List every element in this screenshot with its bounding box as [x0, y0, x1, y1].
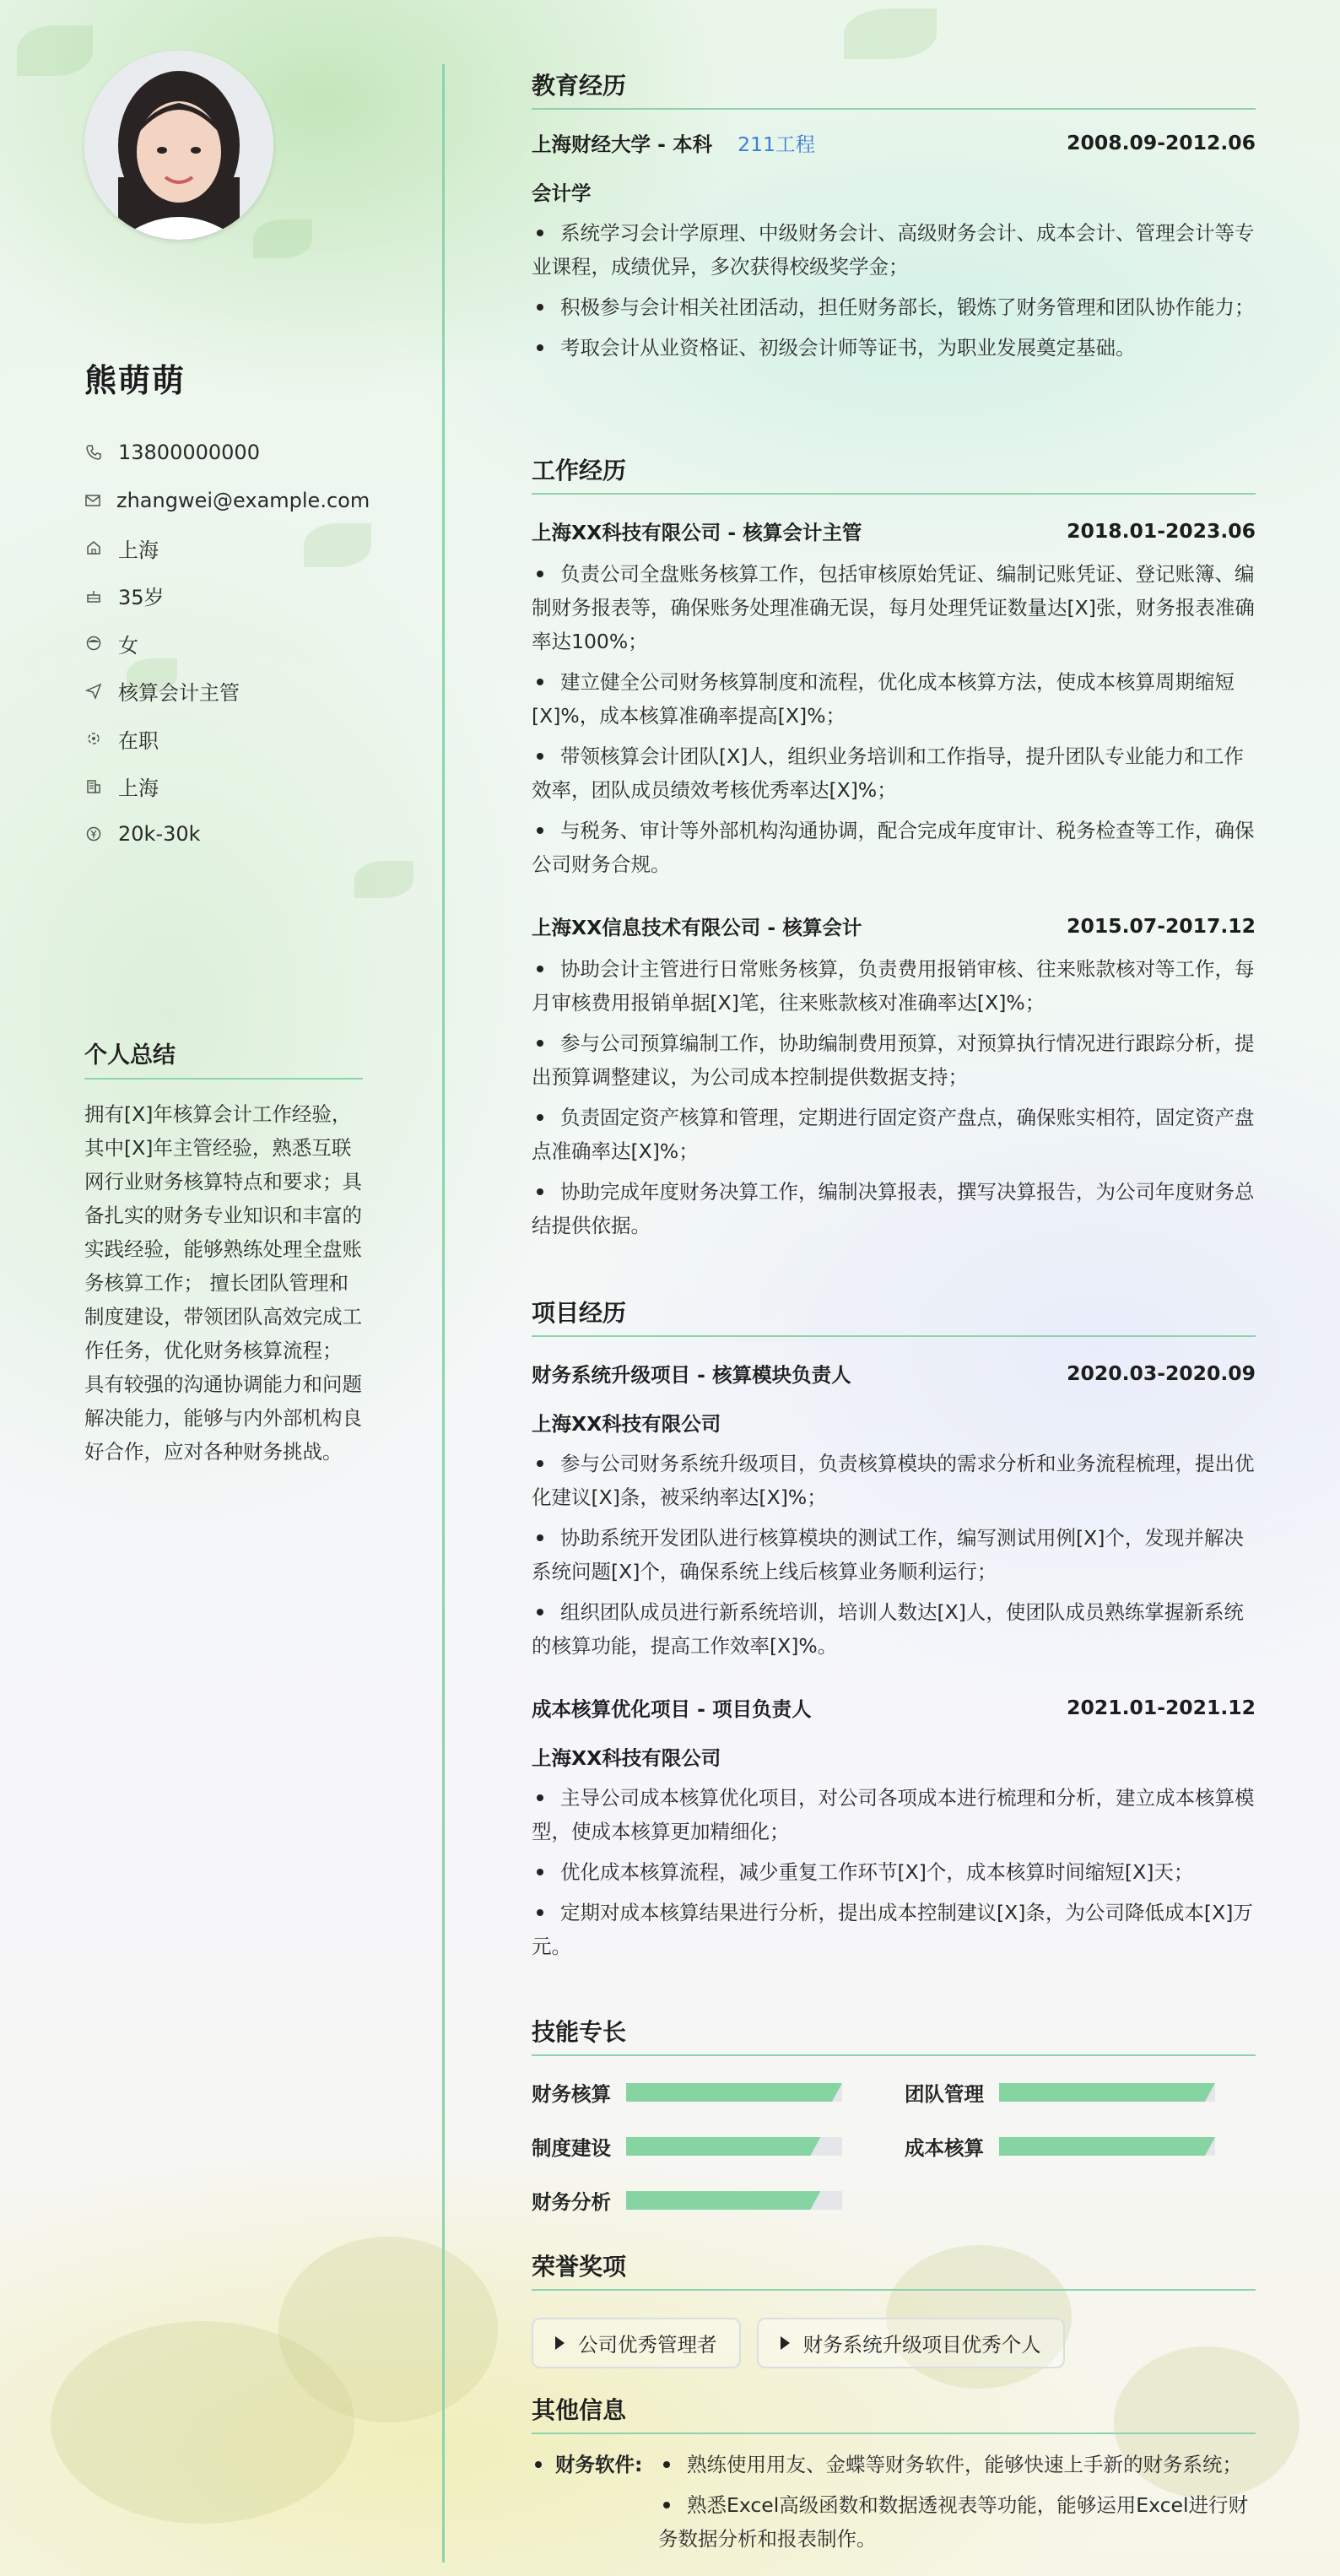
info-position	[84, 668, 363, 716]
list-item: 考取会计从业资格证、初级会计师等证书，为职业发展奠定基础。	[532, 331, 1256, 365]
background-leaf	[253, 219, 312, 258]
bullet-list	[658, 2448, 1256, 2556]
status-icon	[84, 729, 103, 748]
school-tag: 211工程	[738, 133, 815, 156]
skill-label: 财务分析	[532, 2190, 611, 2214]
info-city	[84, 763, 363, 811]
skill-item	[532, 2078, 842, 2107]
info-text: 13800000000	[118, 441, 260, 465]
info-text: 上海	[118, 777, 159, 801]
skills-grid	[532, 2056, 1256, 2225]
building-icon	[84, 777, 103, 796]
info-age	[84, 572, 363, 620]
project-company: 上海XX科技有限公司	[532, 1412, 721, 1436]
project-head	[532, 1359, 1256, 1388]
award-tag: 公司优秀管理者	[532, 2318, 741, 2368]
list-item: 与税务、审计等外部机构沟通协调，配合完成年度审计、税务检查等工作，确保公司财务合规。	[532, 819, 1255, 876]
info-text: zhangwei@example.com	[116, 488, 370, 512]
summary-title: 个人总结	[84, 1036, 363, 1080]
list-item: 系统学习会计学原理、中级财务会计、高级财务会计、成本会计、管理会计等专业课程，成绩优异，多次获得校级奖学金；	[532, 221, 1255, 279]
play-icon	[781, 2336, 790, 2350]
date: 2021.01-2021.12	[1067, 1696, 1256, 1719]
info-text: 20k-30k	[118, 822, 201, 847]
skills-section	[532, 2014, 1256, 2225]
date: 2015.07-2017.12	[1067, 914, 1256, 938]
education-section	[532, 68, 1256, 365]
skill-bar-fill	[626, 2191, 820, 2210]
project-company: 上海XX科技有限公司	[532, 1746, 721, 1770]
award-tag: 财务系统升级项目优秀个人	[757, 2318, 1065, 2368]
job-head	[532, 912, 1256, 940]
skill-item	[532, 2132, 842, 2161]
bullet-list	[532, 557, 1256, 881]
date: 2020.03-2020.09	[1067, 1361, 1256, 1385]
background-leaf	[354, 861, 413, 898]
school-name: 上海财经大学 - 本科	[532, 133, 713, 156]
list-item: 带领核算会计团队[X]人，组织业务培训和工作指导，提升团队专业能力和工作效率，团队成员绩效考核优秀率达[X]%；	[532, 744, 1244, 802]
project-title: 财务系统升级项目 - 核算模块负责人	[532, 1363, 851, 1387]
bullet-list	[532, 216, 1256, 365]
section-title: 技能专长	[532, 2014, 1256, 2056]
home-icon	[84, 538, 103, 557]
project-head	[532, 1693, 1256, 1722]
list-item: 协助完成年度财务决算工作，编制决算报表，撰写决算报告，为公司年度财务总结提供依据。	[532, 1180, 1255, 1237]
list-item: 熟练使用用友、金蝶等财务软件，能够快速上手新的财务系统；	[658, 2448, 1256, 2481]
avatar	[84, 51, 273, 240]
background-leaf	[844, 8, 937, 59]
major: 会计学	[532, 181, 592, 205]
info-gender	[84, 620, 363, 668]
skill-label: 团队管理	[905, 2082, 984, 2106]
skill-bar	[999, 2137, 1215, 2156]
list-item: 建立健全公司财务核算制度和流程，优化成本核算方法，使成本核算周期缩短[X]%，成本核算准确率提高[X]%；	[532, 670, 1235, 728]
date: 2018.01-2023.06	[1067, 519, 1256, 543]
awards-section	[532, 2249, 1256, 2368]
section-title: 项目经历	[532, 1295, 1256, 1337]
play-icon	[555, 2336, 565, 2350]
background-tree	[278, 2237, 498, 2422]
skill-bar	[999, 2083, 1215, 2102]
section-title: 教育经历	[532, 68, 1256, 110]
info-text: 核算会计主管	[118, 681, 240, 706]
job-title: 上海XX科技有限公司 - 核算会计主管	[532, 521, 862, 544]
skill-bar-fill	[999, 2137, 1215, 2156]
send-icon	[84, 682, 103, 701]
info-text: 上海	[118, 538, 159, 562]
skill-item	[905, 2078, 1215, 2107]
skill-label: 成本核算	[905, 2136, 984, 2160]
other-section	[532, 2392, 1256, 2556]
info-email	[84, 477, 370, 525]
cake-icon	[84, 587, 103, 605]
education-head	[532, 128, 1256, 157]
list-item: 协助系统开发团队进行核算模块的测试工作，编写测试用例[X]个，发现并解决系统问题[X]个，确保系统上线后核算业务顺利运行；	[532, 1526, 1244, 1583]
skill-bar-fill	[626, 2137, 820, 2156]
date: 2008.09-2012.06	[1067, 131, 1256, 154]
gender-icon	[84, 634, 103, 652]
list-item: 参与公司财务系统升级项目，负责核算模块的需求分析和业务流程梳理，提出优化建议[X]条，被采纳率达[X]%；	[532, 1452, 1255, 1509]
bullet-list	[532, 1781, 1256, 1963]
skill-bar	[626, 2137, 842, 2156]
list-item: 主导公司成本核算优化项目，对公司各项成本进行梳理和分析，建立成本核算模型，使成本核算更加精细化；	[532, 1786, 1255, 1843]
other-info-row	[532, 2448, 1256, 2556]
skill-bar	[626, 2191, 842, 2210]
list-item: 优化成本核算流程，减少重复工作环节[X]个，成本核算时间缩短[X]天；	[532, 1855, 1256, 1889]
job-head	[532, 517, 1256, 545]
info-salary	[84, 810, 363, 858]
summary-text: 拥有[X]年核算会计工作经验，其中[X]年主管经验，熟悉互联网行业财务核算特点和要求；具备扎实的财务专业知识和丰富的实践经验，能够熟练处理全盘账务核算工作； 擅长团队管理和制度建设，带领团队高效完成工作任务，优化财务核算流程； 具有较强的沟通协调能力和问题解决能力，能够与内外部机构良好合作，应对各种财务挑战。	[84, 1102, 362, 1464]
salary-icon	[84, 825, 103, 843]
column-divider	[442, 64, 445, 2562]
section-title: 其他信息	[532, 2392, 1256, 2434]
skill-label: 制度建设	[532, 2136, 611, 2160]
info-status	[84, 715, 363, 763]
info-phone	[84, 429, 363, 477]
section-title: 工作经历	[532, 452, 1256, 495]
list-item: 组织团队成员进行新系统培训，培训人数达[X]人，使团队成员熟练掌握新系统的核算功能，提高工作效率[X]%。	[532, 1600, 1244, 1658]
list-item: 积极参与会计相关社团活动，担任财务部长，锻炼了财务管理和团队协作能力；	[532, 290, 1256, 324]
list-item: 负责固定资产核算和管理，定期进行固定资产盘点，确保账实相符，固定资产盘点准确率达[X]%；	[532, 1106, 1255, 1163]
info-text: 女	[118, 633, 138, 658]
awards-list	[532, 2318, 1256, 2368]
info-text: 在职	[118, 728, 159, 753]
skill-bar	[626, 2083, 842, 2102]
profile-name: 熊萌萌	[84, 362, 186, 399]
project-title: 成本核算优化项目 - 项目负责人	[532, 1697, 812, 1721]
skill-bar-fill	[626, 2083, 842, 2102]
info-text: 35岁	[118, 586, 165, 610]
list-item: 负责公司全盘账务核算工作，包括审核原始凭证、编制记账凭证、登记账簿、编制财务报表等，确保账务处理准确无误，每月处理凭证数量达[X]张，财务报表准确率达100%；	[532, 562, 1255, 653]
skill-item	[532, 2186, 842, 2215]
list-item: 熟悉Excel高级函数和数据透视表等功能，能够运用Excel进行财务数据分析和报表制作。	[658, 2493, 1248, 2551]
other-label: 财务软件:	[532, 2448, 658, 2556]
info-location	[84, 524, 363, 572]
skill-label: 财务核算	[532, 2082, 611, 2106]
contact-info	[84, 429, 370, 858]
bullet-list	[532, 952, 1256, 1242]
skill-item	[905, 2132, 1215, 2161]
job-title: 上海XX信息技术有限公司 - 核算会计	[532, 916, 862, 939]
list-item: 协助会计主管进行日常账务核算，负责费用报销审核、往来账款核对等工作，每月审核费用报销单据[X]笔，往来账款核对准确率达[X]%；	[532, 957, 1255, 1015]
list-item: 定期对成本核算结果进行分析，提出成本控制建议[X]条，为公司降低成本[X]万元。	[532, 1901, 1253, 1958]
background-leaf	[17, 25, 93, 76]
phone-icon	[84, 443, 103, 462]
mail-icon	[84, 491, 101, 510]
bullet-list	[532, 1447, 1256, 1663]
work-section	[532, 452, 1256, 1242]
projects-section	[532, 1295, 1256, 1963]
skill-bar-fill	[999, 2083, 1215, 2102]
section-title: 荣誉奖项	[532, 2249, 1256, 2291]
list-item: 参与公司预算编制工作，协助编制费用预算，对预算执行情况进行跟踪分析，提出预算调整建议，为公司成本控制提供数据支持；	[532, 1031, 1255, 1089]
